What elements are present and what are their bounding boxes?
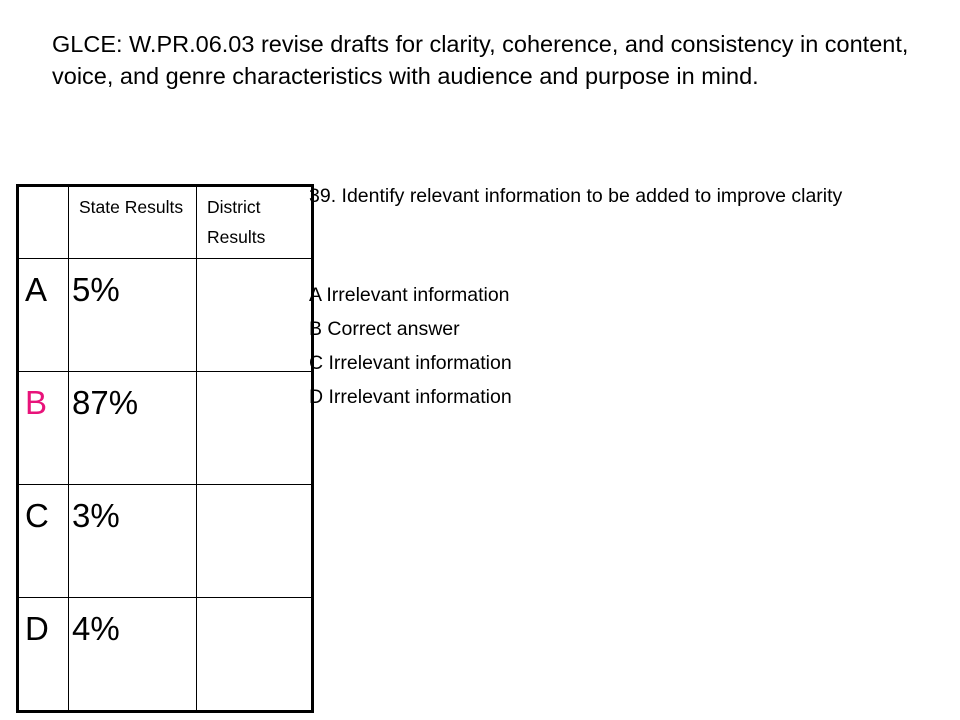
- header-district-label: District Results: [207, 197, 266, 247]
- answer-options: [309, 280, 909, 416]
- district-result: [197, 259, 311, 270]
- table-row: [18, 485, 313, 598]
- option-d: D Irrelevant information: [309, 386, 512, 408]
- option-a: A Irrelevant information: [309, 284, 510, 306]
- state-result: 4%: [72, 610, 120, 647]
- header-cell-state: [69, 186, 197, 259]
- district-result: [197, 372, 311, 383]
- question-text: 39. Identify relevant information to be added to improve clarity: [309, 185, 843, 207]
- results-table: [16, 184, 314, 713]
- table-row: [18, 372, 313, 485]
- header-state-label: State Results: [79, 197, 184, 217]
- option-c: C Irrelevant information: [309, 352, 512, 374]
- table-row: [18, 259, 313, 372]
- header-cell-district: [197, 186, 313, 259]
- answer-letter: D: [25, 610, 49, 647]
- answer-letter: C: [25, 497, 49, 534]
- state-result: 87%: [72, 384, 139, 421]
- district-result: [197, 485, 311, 496]
- table-row: [18, 598, 313, 712]
- answer-letter: B: [25, 384, 48, 421]
- option-b: B Correct answer: [309, 318, 460, 340]
- answer-letter: A: [25, 271, 48, 308]
- state-result: 5%: [72, 271, 120, 308]
- district-result: [197, 598, 311, 609]
- header-cell-empty: [18, 186, 69, 259]
- table-header-row: [18, 186, 313, 259]
- page-title: GLCE: W.PR.06.03 revise drafts for clarity, coherence, and consistency in content, voice, and genre characteristics with audience and purpose in mind.: [52, 31, 909, 89]
- state-result: 3%: [72, 497, 120, 534]
